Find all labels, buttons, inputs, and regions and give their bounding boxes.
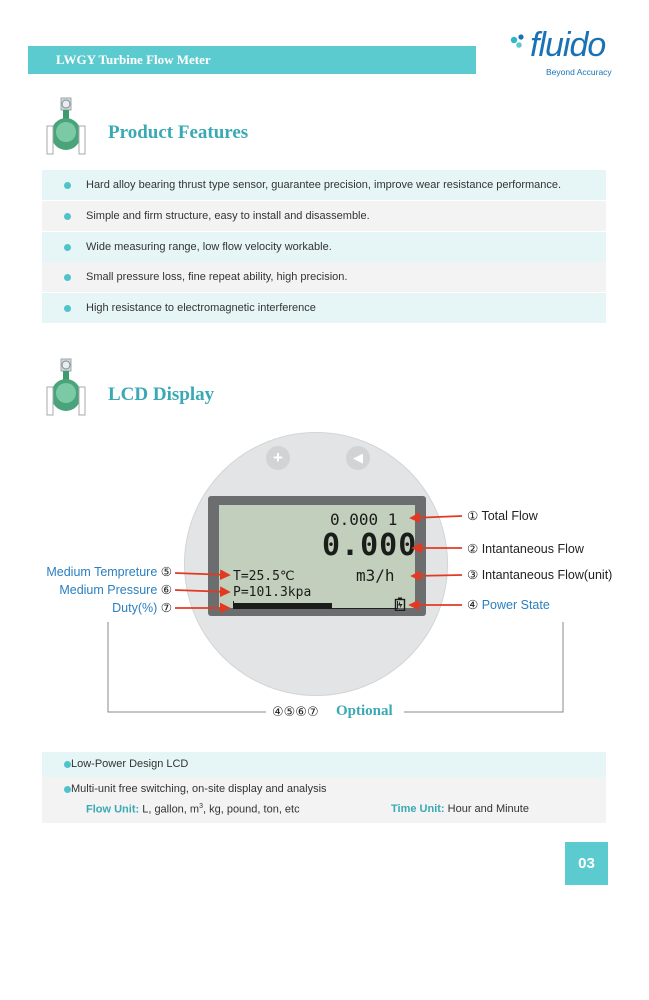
lcd-instant-flow: 0.000 [322, 528, 418, 563]
bullet-icon [64, 786, 71, 793]
brand-tagline: Beyond Accuracy [546, 67, 612, 77]
time-unit-line: Time Unit: Hour and Minute [391, 803, 529, 815]
annotation-instant-flow-unit: ③ Intantaneous Flow(unit) [467, 568, 613, 582]
lcd-pressure: P=101.3kpa [233, 585, 312, 600]
feature-text: High resistance to electromagnetic interference [86, 302, 316, 314]
feature-text: Simple and firm structure, easy to install and disassemble. [86, 210, 370, 222]
feature-text: Small pressure loss, fine repeat ability, high precision. [86, 271, 348, 283]
section-title-lcd-display: LCD Display [108, 384, 215, 405]
annotation-medium-pressure: Medium Pressure ⑥ [59, 583, 172, 597]
feature-text: Hard alloy bearing thrust type sensor, guarantee precision, improve wear resistance performance. [86, 179, 562, 191]
annotation-instant-flow: ② Intantaneous Flow [467, 542, 584, 556]
feature-text: Wide measuring range, low flow velocity workable. [86, 241, 332, 253]
lcd-total-flow: 0.000 1 [330, 510, 398, 529]
flow-unit-line: Flow Unit: L, gallon, $m^3$, kg, pound, ton, etc [86, 803, 300, 816]
left-arrow-icon: ◀ [353, 450, 363, 465]
section-title-product-features: Product Features [108, 122, 249, 143]
plus-icon: + [273, 448, 283, 467]
lcd-feature-row [42, 777, 606, 823]
lcd-flow-unit: m3/h [356, 566, 395, 585]
annotation-power-state: ④ Power State [467, 598, 550, 612]
annotation-duty: Duty(%) ⑦ [112, 601, 172, 615]
page-number: 03 [565, 842, 608, 885]
lcd-feature-text: Low-Power Design LCD [71, 758, 189, 770]
brand-logo: fluido [530, 26, 606, 64]
bullet-icon [64, 761, 71, 768]
document-title: LWGY Turbine Flow Meter [56, 52, 211, 67]
optional-label: Optional [336, 703, 393, 719]
lcd-temperature: T=25.5℃ [233, 569, 295, 584]
lcd-feature-row [42, 752, 606, 777]
annotation-medium-temperature: Medium Tempreture ⑤ [46, 565, 172, 579]
optional-numbers: ④⑤⑥⑦ [272, 704, 319, 719]
lcd-feature-text: Multi-unit free switching, on-site display and analysis [71, 783, 327, 795]
annotation-total-flow: ① Total Flow [467, 509, 538, 523]
